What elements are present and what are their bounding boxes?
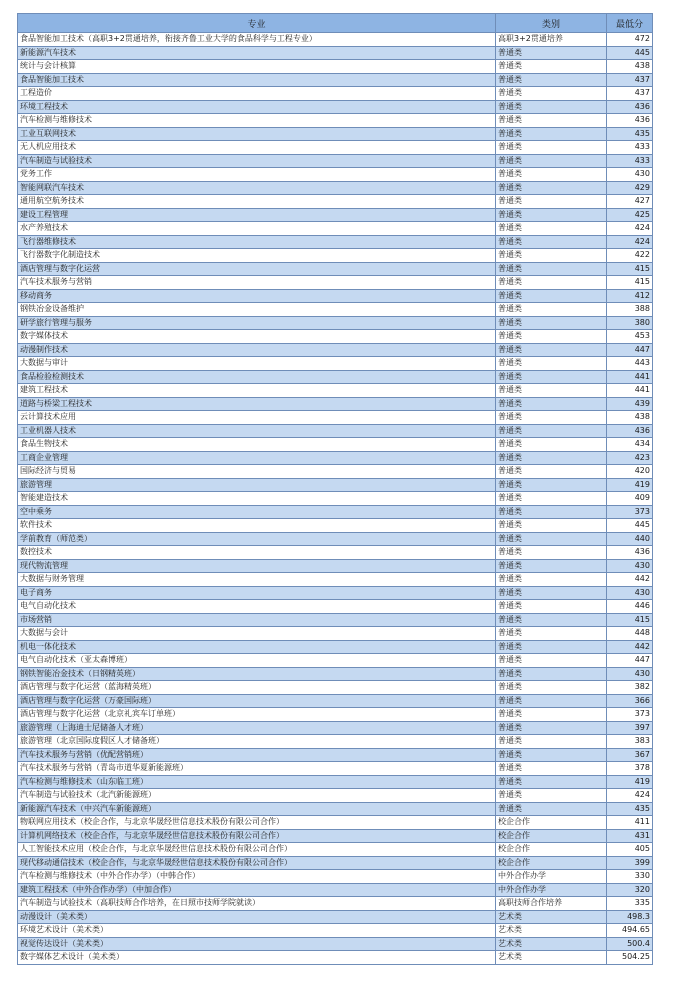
cell-min-score: 442	[607, 573, 653, 587]
cell-min-score: 405	[607, 843, 653, 857]
table-row	[18, 100, 653, 114]
cell-min-score: 424	[607, 235, 653, 249]
cell-category: 普通类	[496, 586, 607, 600]
header-category: 类别	[496, 14, 607, 33]
cell-category: 中外合作办学	[496, 883, 607, 897]
table-row	[18, 60, 653, 74]
cell-major: 汽车技术服务与营销	[18, 276, 496, 290]
cell-min-score: 431	[607, 829, 653, 843]
cell-min-score: 437	[607, 87, 653, 101]
cell-major: 汽车技术服务与营销（优配营销班）	[18, 748, 496, 762]
table-row	[18, 33, 653, 47]
table-row	[18, 897, 653, 911]
cell-min-score: 434	[607, 438, 653, 452]
cell-major: 食品检验检测技术	[18, 370, 496, 384]
cell-category: 高职技师合作培养	[496, 897, 607, 911]
cell-category: 普通类	[496, 451, 607, 465]
cell-category: 普通类	[496, 46, 607, 60]
table-row	[18, 856, 653, 870]
cell-min-score: 388	[607, 303, 653, 317]
cell-min-score: 415	[607, 262, 653, 276]
cell-major: 酒店管理与数字化运营（蓝海精英班）	[18, 681, 496, 695]
cell-major: 大数据与财务管理	[18, 573, 496, 587]
cell-min-score: 425	[607, 208, 653, 222]
cell-major: 建设工程管理	[18, 208, 496, 222]
cell-category: 普通类	[496, 249, 607, 263]
cell-major: 通用航空航务技术	[18, 195, 496, 209]
table-row	[18, 762, 653, 776]
cell-major: 钢铁冶金设备维护	[18, 303, 496, 317]
cell-category: 普通类	[496, 424, 607, 438]
table-row	[18, 249, 653, 263]
table-row	[18, 411, 653, 425]
cell-major: 视觉传达设计（美术类）	[18, 937, 496, 951]
cell-major: 电气自动化技术（亚太森博班）	[18, 654, 496, 668]
cell-category: 普通类	[496, 721, 607, 735]
cell-category: 普通类	[496, 438, 607, 452]
table-row	[18, 87, 653, 101]
table-row	[18, 276, 653, 290]
cell-min-score: 424	[607, 222, 653, 236]
cell-category: 普通类	[496, 532, 607, 546]
cell-category: 校企合作	[496, 816, 607, 830]
cell-category: 普通类	[496, 127, 607, 141]
cell-min-score: 445	[607, 46, 653, 60]
cell-major: 动漫制作技术	[18, 343, 496, 357]
cell-major: 工业互联网技术	[18, 127, 496, 141]
table-row	[18, 573, 653, 587]
cell-major: 汽车制造与试验技术（北汽新能源班）	[18, 789, 496, 803]
cell-category: 普通类	[496, 330, 607, 344]
cell-min-score: 382	[607, 681, 653, 695]
cell-min-score: 373	[607, 708, 653, 722]
cell-category: 普通类	[496, 708, 607, 722]
cell-min-score: 438	[607, 411, 653, 425]
table-row	[18, 438, 653, 452]
cell-min-score: 500.4	[607, 937, 653, 951]
table-row	[18, 168, 653, 182]
cell-category: 普通类	[496, 546, 607, 560]
cell-major: 大数据与会计	[18, 627, 496, 641]
cell-category: 校企合作	[496, 843, 607, 857]
cell-category: 普通类	[496, 87, 607, 101]
cell-min-score: 415	[607, 276, 653, 290]
cell-min-score: 436	[607, 424, 653, 438]
cell-major: 食品智能加工技术	[18, 73, 496, 87]
table-header-row	[18, 14, 653, 33]
cell-major: 大数据与审计	[18, 357, 496, 371]
table-row	[18, 235, 653, 249]
table-row	[18, 789, 653, 803]
table-row	[18, 532, 653, 546]
cell-category: 普通类	[496, 654, 607, 668]
table-row	[18, 222, 653, 236]
cell-major: 统计与会计核算	[18, 60, 496, 74]
cell-category: 普通类	[496, 316, 607, 330]
cell-min-score: 433	[607, 141, 653, 155]
table-row	[18, 316, 653, 330]
cell-category: 普通类	[496, 667, 607, 681]
table-row	[18, 748, 653, 762]
cell-min-score: 430	[607, 168, 653, 182]
cell-major: 数字媒体艺术设计（美术类）	[18, 951, 496, 965]
cell-min-score: 367	[607, 748, 653, 762]
cell-category: 普通类	[496, 775, 607, 789]
table-row	[18, 735, 653, 749]
cell-major: 酒店管理与数字化运营（万豪国际班）	[18, 694, 496, 708]
cell-min-score: 498.3	[607, 910, 653, 924]
cell-min-score: 378	[607, 762, 653, 776]
cell-min-score: 320	[607, 883, 653, 897]
cell-category: 普通类	[496, 789, 607, 803]
table-row	[18, 141, 653, 155]
cell-min-score: 424	[607, 789, 653, 803]
table-body	[18, 33, 653, 965]
cell-min-score: 440	[607, 532, 653, 546]
cell-major: 云计算技术应用	[18, 411, 496, 425]
table-row	[18, 154, 653, 168]
cell-min-score: 433	[607, 154, 653, 168]
cell-category: 普通类	[496, 681, 607, 695]
cell-category: 普通类	[496, 60, 607, 74]
table-row	[18, 802, 653, 816]
cell-min-score: 423	[607, 451, 653, 465]
table-row	[18, 424, 653, 438]
cell-category: 校企合作	[496, 829, 607, 843]
cell-major: 电气自动化技术	[18, 600, 496, 614]
cell-min-score: 335	[607, 897, 653, 911]
cell-min-score: 504.25	[607, 951, 653, 965]
cell-category: 艺术类	[496, 924, 607, 938]
cell-min-score: 443	[607, 357, 653, 371]
cell-min-score: 439	[607, 397, 653, 411]
cell-major: 旅游管理（上海迪士尼储备人才班）	[18, 721, 496, 735]
table-row	[18, 397, 653, 411]
cell-major: 钢铁智能冶金技术（日钢精英班）	[18, 667, 496, 681]
cell-category: 普通类	[496, 627, 607, 641]
cell-min-score: 435	[607, 127, 653, 141]
cell-category: 普通类	[496, 600, 607, 614]
cell-major: 食品生物技术	[18, 438, 496, 452]
cell-min-score: 437	[607, 73, 653, 87]
cell-major: 物联网应用技术（校企合作，与北京华晟经世信息技术股份有限公司合作）	[18, 816, 496, 830]
cell-major: 建筑工程技术（中外合作办学）（中加合作）	[18, 883, 496, 897]
table-row	[18, 546, 653, 560]
table-row	[18, 451, 653, 465]
cell-min-score: 494.65	[607, 924, 653, 938]
table-row	[18, 937, 653, 951]
cell-min-score: 380	[607, 316, 653, 330]
cell-major: 酒店管理与数字化运营（北京礼宾车订单班）	[18, 708, 496, 722]
cell-major: 人工智能技术应用（校企合作，与北京华晟经世信息技术股份有限公司合作）	[18, 843, 496, 857]
cell-major: 动漫设计（美术类）	[18, 910, 496, 924]
cell-major: 道路与桥梁工程技术	[18, 397, 496, 411]
cell-major: 国际经济与贸易	[18, 465, 496, 479]
table-row	[18, 262, 653, 276]
cell-min-score: 448	[607, 627, 653, 641]
cell-major: 现代移动通信技术（校企合作，与北京华晟经世信息技术股份有限公司合作）	[18, 856, 496, 870]
cell-major: 现代物流管理	[18, 559, 496, 573]
table-row	[18, 505, 653, 519]
cell-category: 普通类	[496, 357, 607, 371]
cell-min-score: 430	[607, 667, 653, 681]
cell-major: 数字媒体技术	[18, 330, 496, 344]
cell-category: 高职3+2贯通培养	[496, 33, 607, 47]
cell-min-score: 412	[607, 289, 653, 303]
cell-category: 普通类	[496, 640, 607, 654]
table-row	[18, 600, 653, 614]
cell-major: 电子商务	[18, 586, 496, 600]
cell-category: 普通类	[496, 613, 607, 627]
cell-major: 研学旅行管理与服务	[18, 316, 496, 330]
cell-min-score: 441	[607, 384, 653, 398]
table-row	[18, 559, 653, 573]
table-row	[18, 114, 653, 128]
cell-min-score: 453	[607, 330, 653, 344]
score-table	[17, 13, 653, 965]
cell-min-score: 330	[607, 870, 653, 884]
cell-min-score: 430	[607, 559, 653, 573]
table-row	[18, 613, 653, 627]
cell-major: 飞行器维修技术	[18, 235, 496, 249]
table-row	[18, 181, 653, 195]
cell-category: 普通类	[496, 100, 607, 114]
cell-major: 环境工程技术	[18, 100, 496, 114]
table-row	[18, 883, 653, 897]
cell-major: 汽车检测与维修技术	[18, 114, 496, 128]
cell-major: 汽车技术服务与营销（青岛市道华夏新能源班）	[18, 762, 496, 776]
table-row	[18, 870, 653, 884]
cell-category: 普通类	[496, 303, 607, 317]
cell-min-score: 442	[607, 640, 653, 654]
cell-major: 工商企业管理	[18, 451, 496, 465]
cell-major: 机电一体化技术	[18, 640, 496, 654]
cell-major: 软件技术	[18, 519, 496, 533]
cell-major: 旅游管理	[18, 478, 496, 492]
cell-category: 艺术类	[496, 951, 607, 965]
cell-min-score: 441	[607, 370, 653, 384]
table-row	[18, 492, 653, 506]
table-row	[18, 330, 653, 344]
table-row	[18, 208, 653, 222]
table-row	[18, 654, 653, 668]
table-row	[18, 775, 653, 789]
cell-min-score: 427	[607, 195, 653, 209]
cell-category: 普通类	[496, 762, 607, 776]
cell-min-score: 399	[607, 856, 653, 870]
cell-category: 普通类	[496, 154, 607, 168]
table-row	[18, 708, 653, 722]
cell-category: 普通类	[496, 559, 607, 573]
cell-category: 普通类	[496, 492, 607, 506]
cell-min-score: 472	[607, 33, 653, 47]
cell-major: 汽车检测与维修技术（山东临工班）	[18, 775, 496, 789]
table-row	[18, 46, 653, 60]
cell-min-score: 419	[607, 775, 653, 789]
cell-category: 普通类	[496, 573, 607, 587]
table-row	[18, 694, 653, 708]
table-row	[18, 384, 653, 398]
cell-min-score: 446	[607, 600, 653, 614]
cell-category: 普通类	[496, 222, 607, 236]
table-row	[18, 667, 653, 681]
table-row	[18, 640, 653, 654]
cell-major: 酒店管理与数字化运营	[18, 262, 496, 276]
cell-major: 建筑工程技术	[18, 384, 496, 398]
cell-category: 普通类	[496, 478, 607, 492]
cell-category: 普通类	[496, 276, 607, 290]
cell-min-score: 429	[607, 181, 653, 195]
cell-category: 普通类	[496, 748, 607, 762]
cell-category: 普通类	[496, 735, 607, 749]
cell-min-score: 419	[607, 478, 653, 492]
table-row	[18, 816, 653, 830]
cell-min-score: 445	[607, 519, 653, 533]
table-row	[18, 289, 653, 303]
cell-category: 普通类	[496, 73, 607, 87]
table-row	[18, 303, 653, 317]
table-row	[18, 478, 653, 492]
cell-major: 食品智能加工技术（高职3+2贯通培养，衔接齐鲁工业大学的食品科学与工程专业）	[18, 33, 496, 47]
cell-min-score: 438	[607, 60, 653, 74]
cell-major: 智能网联汽车技术	[18, 181, 496, 195]
cell-major: 环境艺术设计（美术类）	[18, 924, 496, 938]
cell-major: 党务工作	[18, 168, 496, 182]
cell-major: 移动商务	[18, 289, 496, 303]
cell-min-score: 420	[607, 465, 653, 479]
cell-category: 普通类	[496, 168, 607, 182]
cell-major: 旅游管理（北京国际度假区人才储备班）	[18, 735, 496, 749]
cell-major: 汽车制造与试验技术（高职技师合作培养，在日照市技师学院就读）	[18, 897, 496, 911]
cell-category: 校企合作	[496, 856, 607, 870]
cell-min-score: 422	[607, 249, 653, 263]
cell-min-score: 435	[607, 802, 653, 816]
table-row	[18, 829, 653, 843]
cell-category: 普通类	[496, 262, 607, 276]
cell-category: 普通类	[496, 519, 607, 533]
table-row	[18, 195, 653, 209]
cell-min-score: 409	[607, 492, 653, 506]
cell-category: 普通类	[496, 235, 607, 249]
cell-major: 计算机网络技术（校企合作，与北京华晟经世信息技术股份有限公司合作）	[18, 829, 496, 843]
table-row	[18, 73, 653, 87]
table-row	[18, 370, 653, 384]
cell-major: 学前教育（师范类）	[18, 532, 496, 546]
cell-major: 新能源汽车技术	[18, 46, 496, 60]
cell-min-score: 436	[607, 546, 653, 560]
cell-min-score: 411	[607, 816, 653, 830]
cell-category: 普通类	[496, 694, 607, 708]
cell-min-score: 415	[607, 613, 653, 627]
table-row	[18, 586, 653, 600]
table-row	[18, 951, 653, 965]
cell-min-score: 366	[607, 694, 653, 708]
cell-category: 艺术类	[496, 910, 607, 924]
cell-category: 中外合作办学	[496, 870, 607, 884]
cell-min-score: 436	[607, 100, 653, 114]
header-major: 专业	[18, 14, 496, 33]
cell-category: 普通类	[496, 411, 607, 425]
cell-major: 数控技术	[18, 546, 496, 560]
cell-major: 汽车制造与试验技术	[18, 154, 496, 168]
header-min-score: 最低分	[607, 14, 653, 33]
cell-major: 汽车检测与维修技术（中外合作办学）（中韩合作）	[18, 870, 496, 884]
table-row	[18, 843, 653, 857]
table-row	[18, 343, 653, 357]
table-row	[18, 924, 653, 938]
cell-category: 普通类	[496, 343, 607, 357]
cell-major: 工业机器人技术	[18, 424, 496, 438]
cell-category: 普通类	[496, 802, 607, 816]
cell-major: 智能建造技术	[18, 492, 496, 506]
table-row	[18, 357, 653, 371]
cell-category: 普通类	[496, 384, 607, 398]
cell-category: 艺术类	[496, 937, 607, 951]
cell-major: 工程造价	[18, 87, 496, 101]
cell-category: 普通类	[496, 289, 607, 303]
cell-major: 市场营销	[18, 613, 496, 627]
cell-min-score: 447	[607, 654, 653, 668]
cell-min-score: 430	[607, 586, 653, 600]
cell-major: 水产养殖技术	[18, 222, 496, 236]
table-row	[18, 910, 653, 924]
cell-min-score: 447	[607, 343, 653, 357]
cell-major: 空中乘务	[18, 505, 496, 519]
cell-min-score: 397	[607, 721, 653, 735]
cell-major: 新能源汽车技术（中兴汽车新能源班）	[18, 802, 496, 816]
cell-min-score: 373	[607, 505, 653, 519]
cell-category: 普通类	[496, 370, 607, 384]
table-row	[18, 519, 653, 533]
cell-category: 普通类	[496, 208, 607, 222]
table-row	[18, 465, 653, 479]
table-row	[18, 627, 653, 641]
cell-category: 普通类	[496, 141, 607, 155]
cell-major: 无人机应用技术	[18, 141, 496, 155]
score-table-sheet	[17, 13, 652, 965]
table-row	[18, 127, 653, 141]
cell-category: 普通类	[496, 114, 607, 128]
table-row	[18, 721, 653, 735]
cell-category: 普通类	[496, 505, 607, 519]
cell-min-score: 436	[607, 114, 653, 128]
cell-major: 飞行器数字化制造技术	[18, 249, 496, 263]
cell-category: 普通类	[496, 181, 607, 195]
cell-category: 普通类	[496, 195, 607, 209]
cell-min-score: 383	[607, 735, 653, 749]
cell-category: 普通类	[496, 465, 607, 479]
table-row	[18, 681, 653, 695]
cell-category: 普通类	[496, 397, 607, 411]
